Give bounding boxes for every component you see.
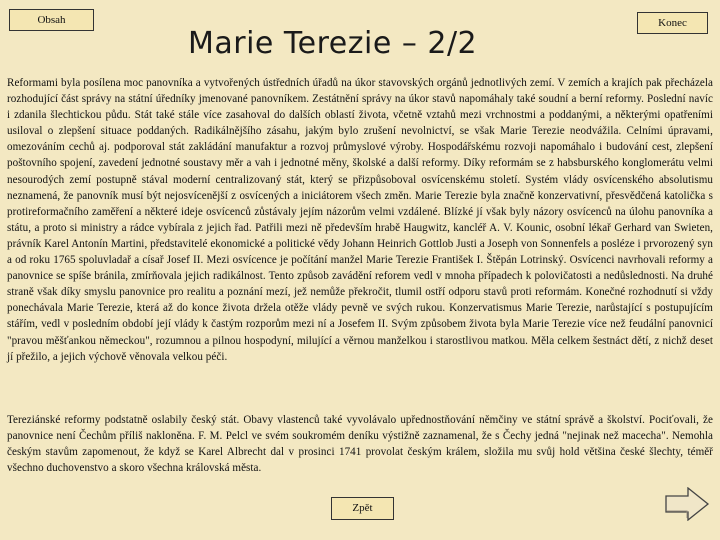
contents-button[interactable]: Obsah	[9, 9, 94, 31]
end-button[interactable]: Konec	[637, 12, 708, 34]
body-paragraph-2: Tereziánské reformy podstatně oslabily český stát. Obavy vlastenců také vyvolávalo upřednostňování němčiny ve státní správě a školství. Pociťovali, že panovnice není Čechům příliš nakloněna. F. M. Pelcl ve svém soukromém deníku výstižně zaznamenal, že s Čechy jedná "nejinak než macecha". Nemohla českým stavům zapomenout, že když se Karel Albrecht dal v prosinci 1741 provolat českým králem, složila mu svůj hold většina české šlechty, téměř všechno duchovenstvo a skoro všechna královská města.	[7, 414, 713, 475]
back-button[interactable]: Zpět	[331, 497, 394, 520]
arrow-right-icon[interactable]	[664, 487, 710, 521]
body-paragraph-1: Reformami byla posílena moc panovníka a vytvořených ústředních úřadů na úkor stavovských orgánů jednotlivých zemí. V zemích a krajích pak přecházela rozhodující část správy na státní úředníky jmenované panovníkem. Zestátnění správy na úkor stavů napomáhaly také soudní a berní reformy. Poslední navíc i zdanila šlechtickou půdu. Stát také stále více zasahoval do dalších oblastí života, včetně vztahů mezi vrchnostmi a poddanými, a některými opatřeními usiloval o zlepšení situace poddaných. Radikálnějšího zásahu, jakým bylo zrušení nevolnictví, se však Marie Terezie neodvážila. Celními úpravami, omezováním cechů aj. podporoval stát zakládání manufaktur a rozvoj průmyslové výroby. Hospodářskému rozvoji napomáhalo i budování cest, zlepšení poštovního spojení, zavedení jednotné soustavy měr a vah i jednotné měny, školské a další reformy. Díky reformám se z habsburského konglomerátu velmi nesourodých zemí postupně stával moderní centralizovaný stát, který se přizpůsoboval osvícenskému století. Systém vlády osvícenského absolutismu neznamená, že panovník musí být nejosvícenější z osvícených a iniciátorem všech změn. Marie Terezie byla značně konzervativní, přesvědčená katolička s protireformačního zaměření a některé ideje osvícenců zůstávaly jejím názorům velmi vzdálené. Blízké jí však byly názory osvícenců na úlohu panovníka a státu, a proto si ministry a rádce vybírala z jejich řad. Patřili mezi ně především hrabě Haugwitz, kancléř A. V. Kounic, osobní lékař Gerhard van Swieten, právník Karel Antonín Martini, představitelé ekonomické a politické vědy Johann Heinrich Gottlob Justi a Joseph von Sonnenfels a posléze i prvorozený syn a od roku 1765 spoluvladař a císař Josef II. Mezi osvícence je počítání manžel Marie Terezie František I. Štěpán Lotrinský. Osvícenci navrhovali reformy a panovnice se spíše bránila, zmírňovala jejich radikálnost. Tento způsob zavádění reforem vedl v mnoha případech k polovičatosti a nedůslednosti. Na druhé straně však díky smyslu panovnice pro realitu a poznání mezí, jež nemůže překročit, tlumil ostří odporu stavů proti reformám. Konečné rozhodnutí si vždy ponechávala Marie Terezie, která až do konce života držela otěže vlády pevně ve svých rukou. Konzervatismus Marie Terezie, narůstající s postupujícím stářím, vedl v posledním období její vlády k častým rozporům mezi ní a Josefem II. Svým způsobem života byla Marie Terezie více než feudální panovnicí "pravou měšťankou německou", rozumnou a pilnou hospodyní, milující a věrnou manželkou i starostlivou matkou. Měla celkem šestnáct dětí, z nichž deset jí přežilo, a jejich výchově věnovala velkou péči.	[7, 77, 713, 363]
page-title: Marie Terezie – 2/2	[188, 26, 478, 61]
